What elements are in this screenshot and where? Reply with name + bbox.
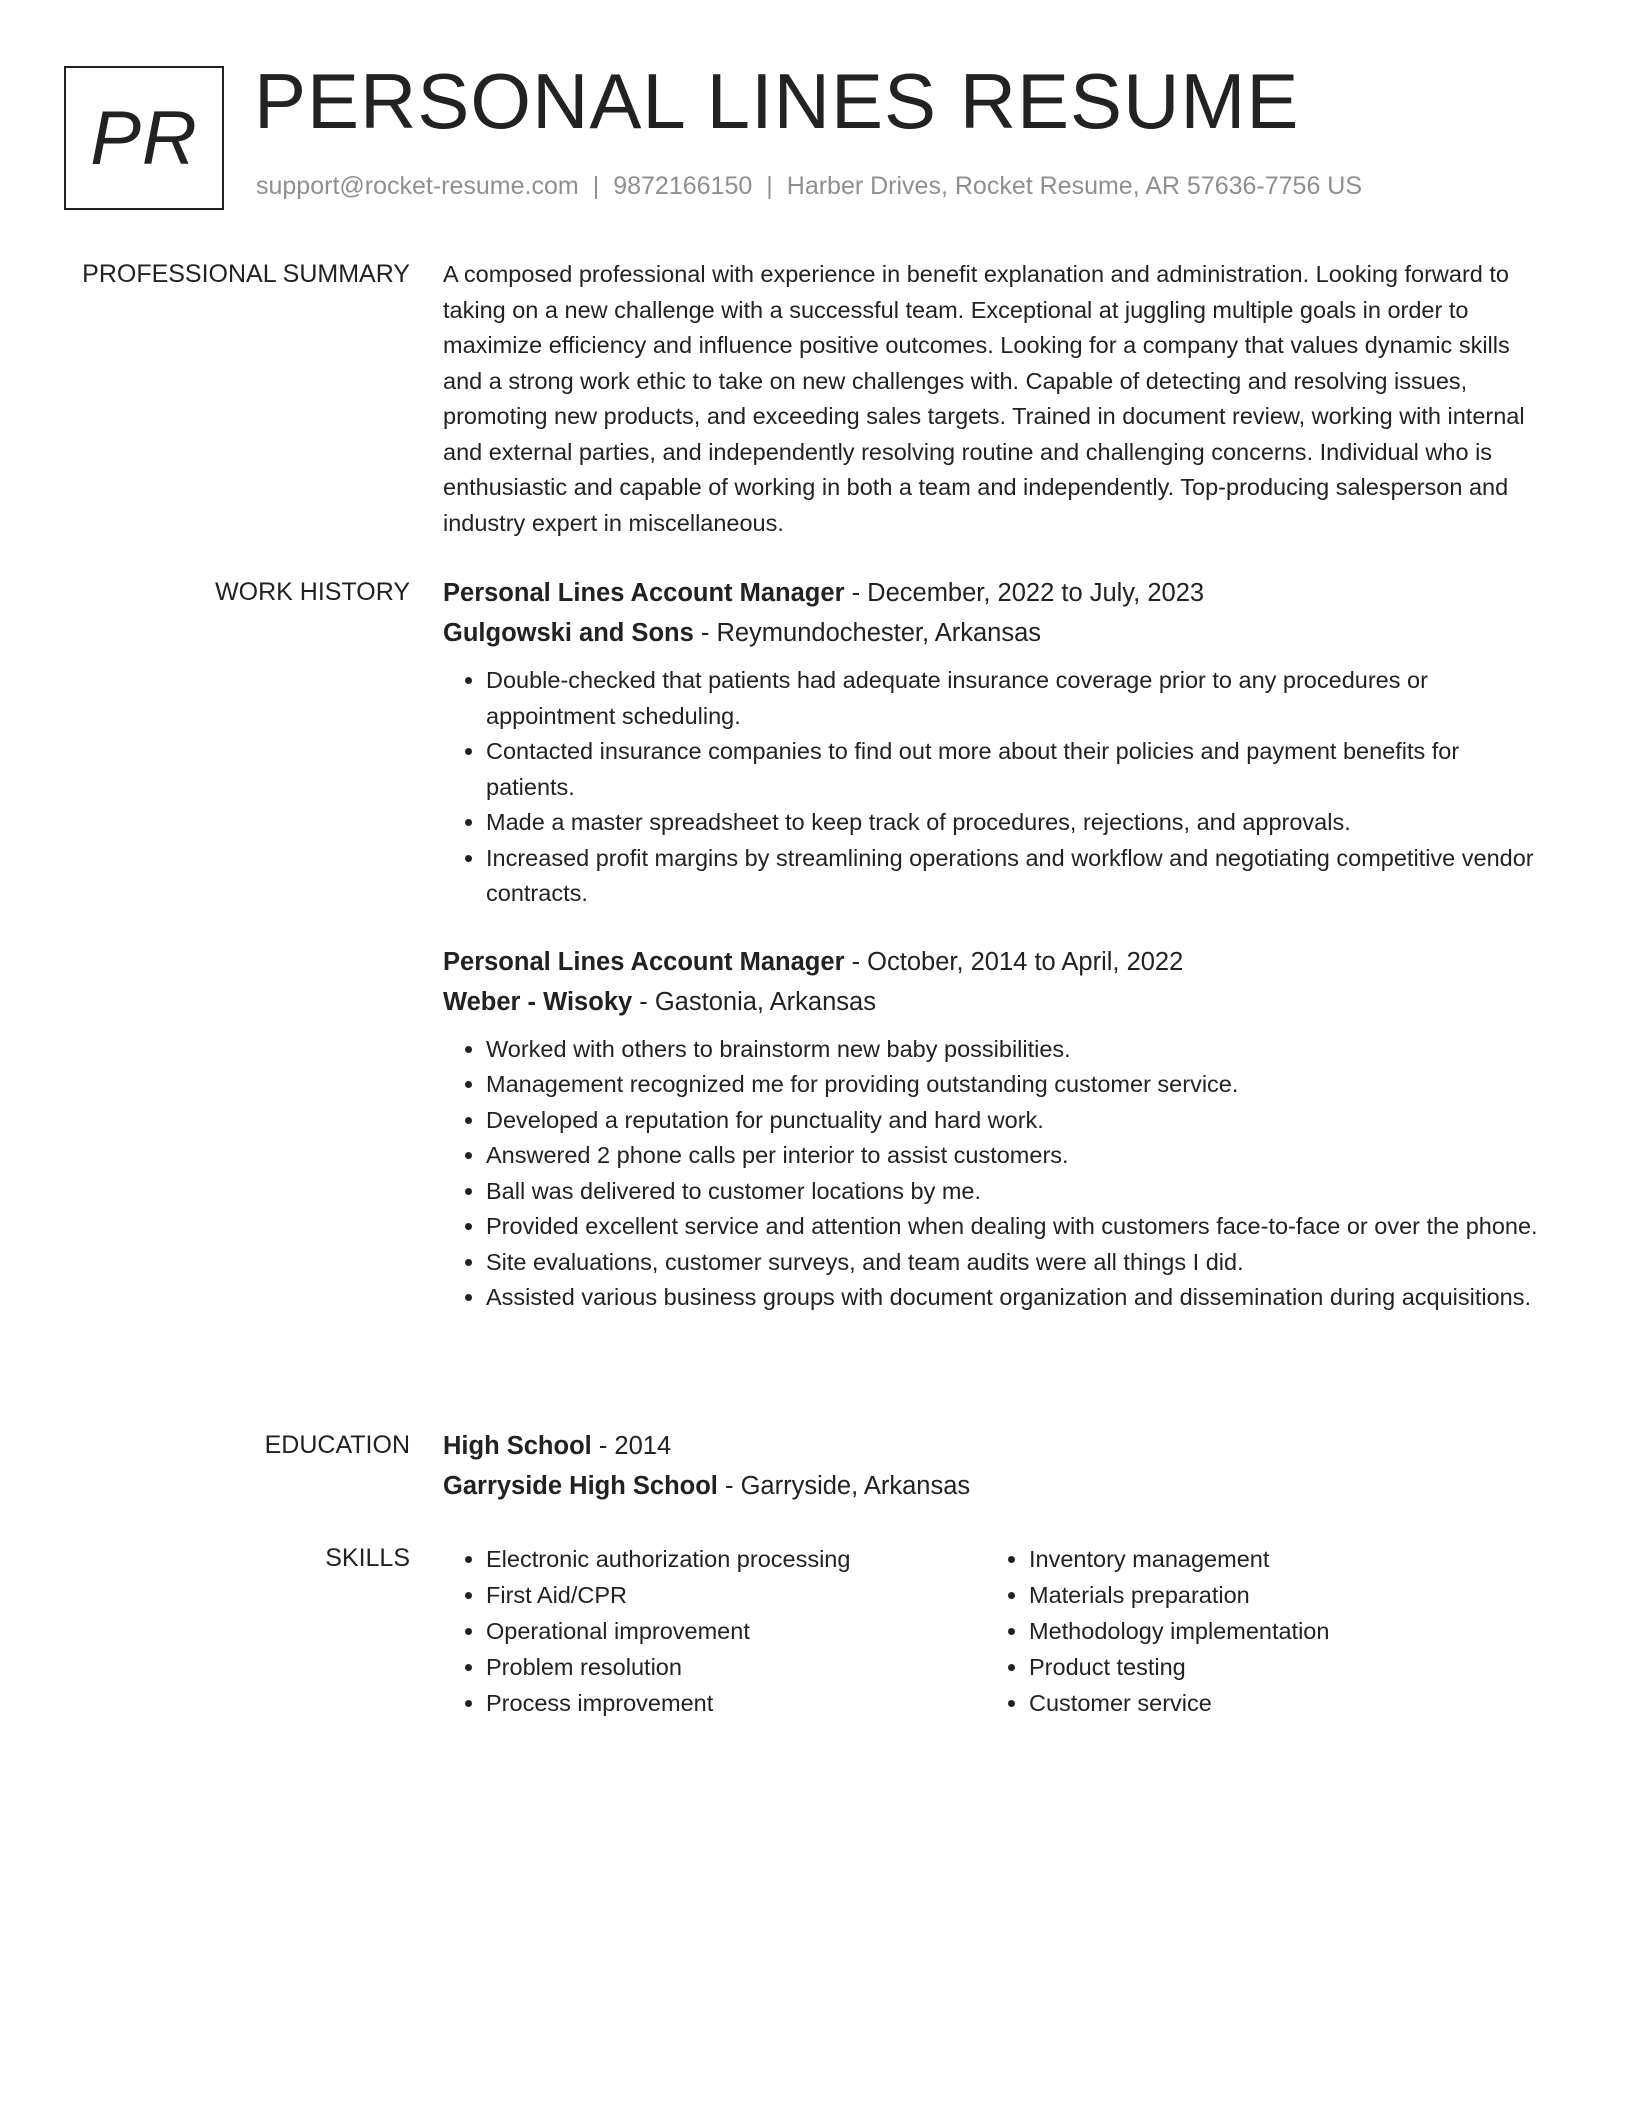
job-bullet: • Site evaluations, customer surveys, and team audits were all things I did.: [486, 1245, 1553, 1281]
summary-text: A composed professional with experience in benefit explanation and administration. Looking forward to taking on a new challenge with a successful team. Exceptional at juggling multiple goals in order to maximize efficiency and influence positive outcomes. Looking for a company that values dynamic skills and a strong work ethic to take on new challenges with. Capable of detecting and resolving issues, promoting new products, and exceeding sales targets. Trained in document review, working with internal and external parties, and independently resolving routine and challenging concerns. Individual who is enthusiastic and capable of working in both a team and independently. Top-producing salesperson and industry expert in miscellaneous.: [443, 261, 1525, 536]
skill-item: • Customer service: [1029, 1685, 1529, 1721]
skill-item: • Methodology implementation: [1029, 1613, 1529, 1649]
skill-item: • Inventory management: [1029, 1541, 1529, 1577]
resume-title: PERSONAL LINES RESUME: [254, 57, 1300, 145]
skill-item: • Process improvement: [486, 1685, 986, 1721]
skill-item: • Materials preparation: [1029, 1577, 1529, 1613]
job-bullet: • Answered 2 phone calls per interior to assist customers.: [486, 1138, 1553, 1174]
skill-item: • Operational improvement: [486, 1613, 986, 1649]
job-bullet: • Assisted various business groups with document organization and dissemination during acquisitions.: [486, 1280, 1553, 1316]
contact-address: Harber Drives, Rocket Resume, AR 57636-7756 US: [786, 172, 1363, 200]
contact-email: support@rocket-resume.com: [256, 172, 579, 200]
job-company: Weber - Wisoky: [443, 987, 633, 1016]
education-body: [443, 1426, 1553, 1506]
job-location: - Reymundochester, Arkansas: [693, 619, 1042, 647]
skill-item: • Product testing: [1029, 1649, 1529, 1685]
job-bullet: • Contacted insurance companies to find out more about their policies and payment benefits for patients.: [486, 734, 1553, 805]
job-bullet: • Provided excellent service and attention when dealing with customers face-to-face or over the phone.: [486, 1209, 1553, 1245]
job-company: Gulgowski and Sons: [443, 619, 694, 647]
skills-columns: [443, 1541, 1553, 1721]
skill-item: • Problem resolution: [486, 1649, 986, 1685]
job-bullet: • Ball was delivered to customer locations by me.: [486, 1174, 1553, 1210]
education-degree: High School: [443, 1432, 592, 1460]
education-school-line: [443, 1466, 1553, 1506]
job-title-line: [443, 573, 1553, 613]
job-company-line: [443, 982, 1553, 1022]
education-school: Garryside High School: [443, 1472, 718, 1500]
summary-body: [443, 257, 1553, 541]
contact-phone: 9872166150: [613, 172, 753, 200]
education-degree-line: [443, 1426, 1553, 1466]
skills-list-left: [443, 1541, 986, 1721]
section-heading-summary: PROFESSIONAL SUMMARY: [82, 260, 410, 288]
education-location: - Garryside, Arkansas: [717, 1472, 971, 1500]
job-title-line: [443, 942, 1553, 982]
contact-line: [256, 172, 1362, 201]
job-entry: [443, 573, 1553, 912]
section-heading-education: EDUCATION: [264, 1431, 410, 1459]
job-bullet: • Worked with others to brainstorm new baby possibilities.: [486, 1032, 1553, 1068]
skills-list-right: [986, 1541, 1529, 1721]
job-title: Personal Lines Account Manager: [443, 579, 845, 607]
contact-separator: |: [766, 172, 773, 200]
job-bullet-list: [443, 663, 1553, 912]
skills-body: [443, 1541, 1553, 1721]
work-history-body: [443, 573, 1553, 1346]
job-bullet: • Developed a reputation for punctuality and hard work.: [486, 1103, 1553, 1139]
job-title: Personal Lines Account Manager: [443, 947, 845, 976]
job-bullet-list: [443, 1032, 1553, 1316]
job-bullet: • Management recognized me for providing outstanding customer service.: [486, 1067, 1553, 1103]
job-dates: - December, 2022 to July, 2023: [844, 579, 1205, 607]
job-bullet: • Double-checked that patients had adequate insurance coverage prior to any procedures or appointment scheduling.: [486, 663, 1553, 734]
job-bullet: • Made a master spreadsheet to keep track of procedures, rejections, and approvals.: [486, 805, 1553, 841]
skill-item: • Electronic authorization processing: [486, 1541, 986, 1577]
contact-separator: |: [592, 172, 600, 200]
job-location: - Gastonia, Arkansas: [632, 987, 876, 1016]
skill-item: • First Aid/CPR: [486, 1577, 986, 1613]
section-heading-skills: SKILLS: [325, 1544, 410, 1572]
job-company-line: [443, 613, 1553, 653]
job-bullet: • Increased profit margins by streamlining operations and workflow and negotiating competitive vendor contracts.: [486, 841, 1553, 912]
section-heading-work-history: WORK HISTORY: [215, 578, 410, 606]
job-entry: [443, 942, 1553, 1316]
job-dates: - October, 2014 to April, 2022: [844, 947, 1184, 976]
monogram-badge: PR: [64, 66, 224, 210]
education-year: - 2014: [591, 1432, 672, 1460]
